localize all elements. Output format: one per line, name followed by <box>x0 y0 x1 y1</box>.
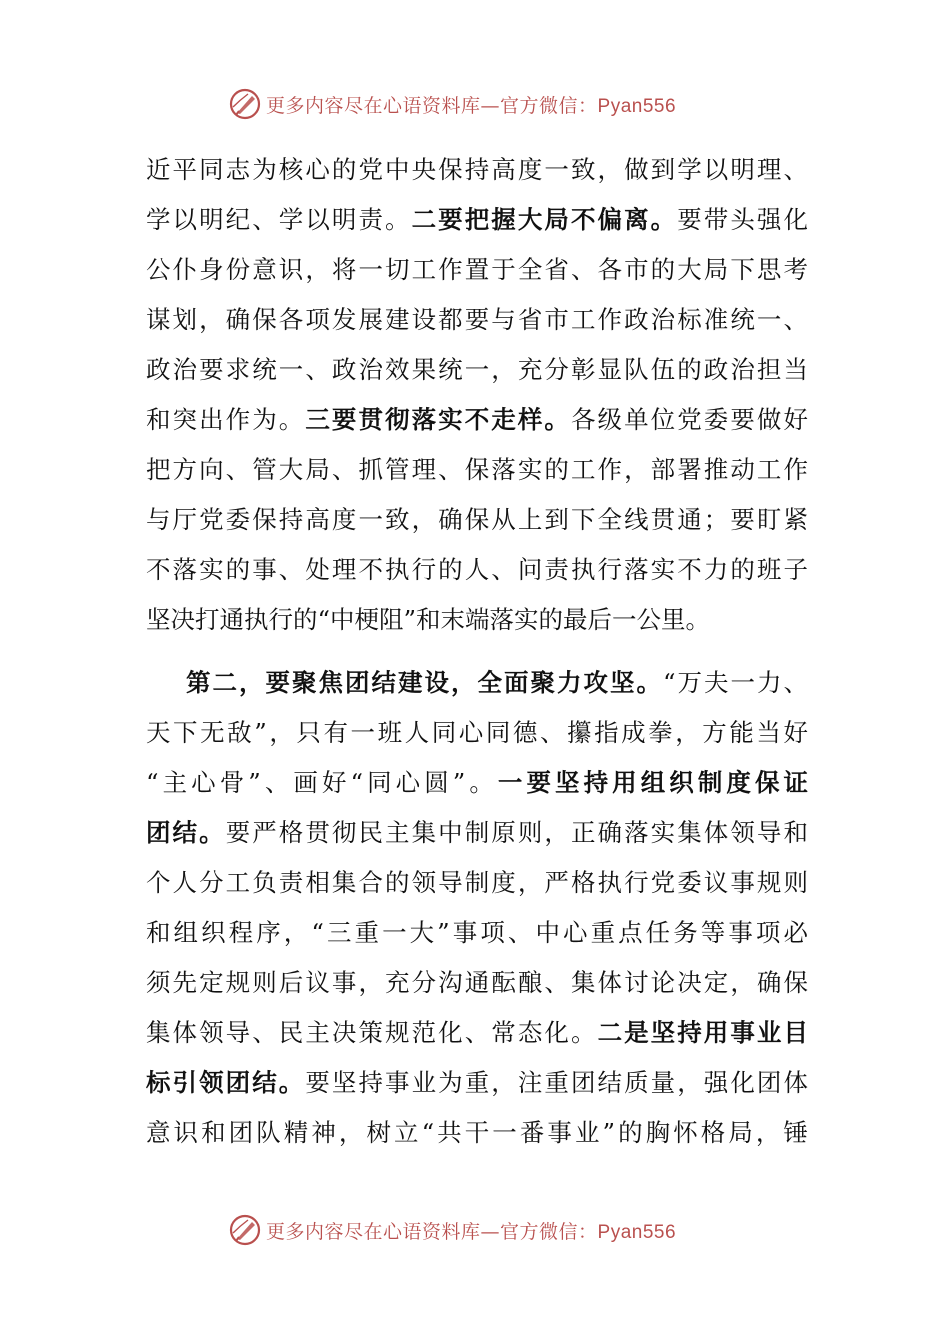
bold-heading-text: 一要坚持用组织制度保证 <box>497 768 809 797</box>
watermark-brand: Pyan556 <box>597 1221 677 1243</box>
text-line <box>146 545 808 595</box>
body-text-segment: 公仆身份意识，将一切工作置于全省、各市的大局下思考 <box>146 255 808 284</box>
header-watermark <box>228 84 676 124</box>
watermark-brand: Pyan556 <box>597 95 677 117</box>
text-line <box>146 708 808 758</box>
bold-heading-text: 二要把握大局不偏离。 <box>411 205 678 234</box>
body-text-segment: 要坚持事业为重，注重团结质量，强化团体 <box>305 1068 808 1097</box>
body-text-segment: “主心骨”、画好“同心圆”。 <box>146 768 498 797</box>
text-line <box>146 658 808 708</box>
body-text-segment: 个人分工负责相集合的领导制度，严格执行党委议事规则 <box>146 868 808 897</box>
body-text-segment: 各级单位党委要做好 <box>571 405 808 434</box>
body-text-segment: 不落实的事、处理不执行的人、问责执行落实不力的班子 <box>146 555 808 584</box>
bold-heading-text: 标引领团结。 <box>146 1068 306 1097</box>
body-text-segment: 谋划，确保各项发展建设都要与省市工作政治标准统一、 <box>146 305 808 334</box>
body-text-segment: 学以明纪、学以明责。 <box>146 205 412 234</box>
bold-heading-text: 团结。 <box>146 818 226 847</box>
body-text-segment: 近平同志为核心的党中央保持高度一致，做到学以明理、 <box>146 155 808 184</box>
bold-heading-text: 第二，要聚焦团结建设，全面聚力攻坚。 <box>186 668 663 697</box>
text-line <box>146 1008 808 1058</box>
body-text-segment: 意识和团队精神，树立“共干一番事业”的胸怀格局，锤 <box>146 1118 808 1147</box>
body-text-segment: 要带头强化 <box>677 205 808 234</box>
text-line <box>146 758 808 808</box>
body-text-segment: 与厅党委保持高度一致，确保从上到下全线贯通；要盯紧 <box>146 505 808 534</box>
watermark-text <box>266 91 676 118</box>
text-line <box>146 595 808 645</box>
document-body <box>146 145 808 1158</box>
text-line <box>146 858 808 908</box>
watermark-label: 更多内容尽在心语资料库—官方微信： <box>266 1220 598 1243</box>
text-line <box>146 445 808 495</box>
text-line <box>146 245 808 295</box>
text-line <box>146 495 808 545</box>
text-line <box>146 345 808 395</box>
body-text-segment: 须先定规则后议事，充分沟通酝酿、集体讨论决定，确保 <box>146 968 808 997</box>
footer-watermark <box>228 1210 676 1250</box>
text-line <box>146 908 808 958</box>
text-line <box>146 808 808 858</box>
text-line <box>146 1108 808 1158</box>
bold-heading-text: 三要贯彻落实不走样。 <box>305 405 571 434</box>
body-text-segment: 和突出作为。 <box>146 405 306 434</box>
watermark-text <box>266 1217 676 1244</box>
body-text-segment: “万夫一力、 <box>662 668 809 697</box>
body-text-segment: 政治要求统一、政治效果统一，充分彰显队伍的政治担当 <box>146 355 808 384</box>
body-text-segment: 集体领导、民主决策规范化、常态化。 <box>146 1018 598 1047</box>
text-line <box>146 295 808 345</box>
quill-logo-icon <box>228 1213 262 1247</box>
quill-logo-icon <box>228 87 262 121</box>
body-text-segment: 天下无敌”，只有一班人同心同德、攥指成拳，方能当好 <box>146 718 808 747</box>
text-line <box>146 145 808 195</box>
bold-heading-text: 二是坚持用事业目 <box>597 1018 808 1047</box>
text-line <box>146 1058 808 1108</box>
text-line <box>146 958 808 1008</box>
text-line <box>146 195 808 245</box>
body-text-segment: 把方向、管大局、抓管理、保落实的工作，部署推动工作 <box>146 455 808 484</box>
body-text-segment: 要严格贯彻民主集中制原则，正确落实集体领导和 <box>225 818 808 847</box>
body-text-segment: 和组织程序，“三重一大”事项、中心重点任务等事项必 <box>146 918 808 947</box>
watermark-label: 更多内容尽在心语资料库—官方微信： <box>266 94 598 117</box>
body-text-segment: 坚决打通执行的“中梗阻”和末端落实的最后一公里。 <box>146 605 711 634</box>
text-line <box>146 395 808 445</box>
